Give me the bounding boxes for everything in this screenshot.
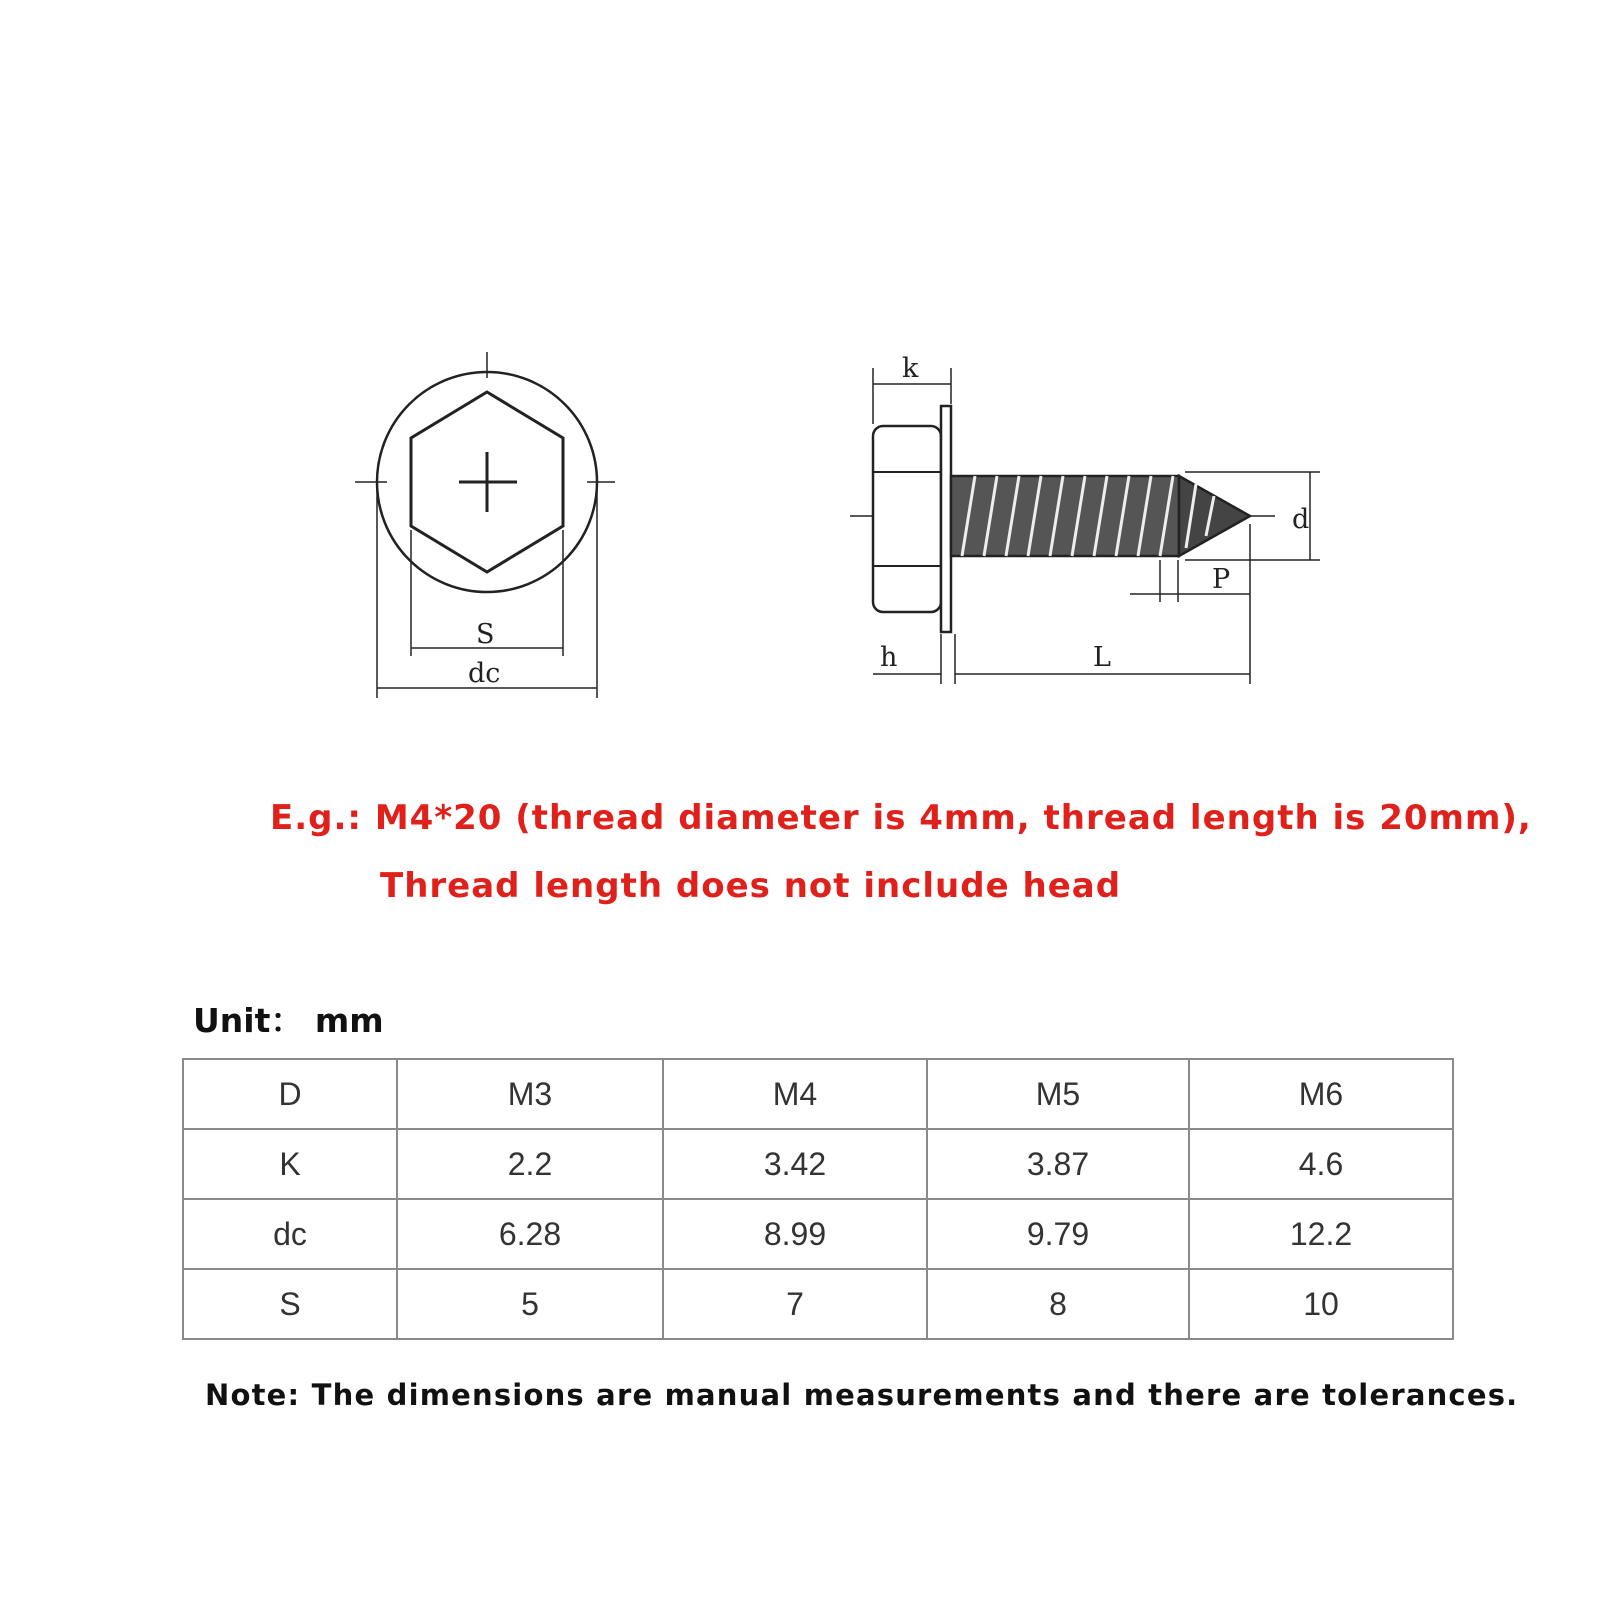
dim-label-dc: dc [468,658,501,689]
side-view [850,368,1320,684]
table-cell: 5 [397,1269,663,1339]
table-cell: 8 [927,1269,1189,1339]
table-row [183,1269,1453,1339]
dim-label-k: k [902,353,919,384]
table-cell: K [183,1129,397,1199]
table-cell: M4 [663,1059,927,1129]
table-cell: M6 [1189,1059,1453,1129]
table-cell: 6.28 [397,1199,663,1269]
table-row [183,1129,1453,1199]
dim-label-h: h [880,642,898,673]
table-cell: D [183,1059,397,1129]
table-row [183,1059,1453,1129]
flange-side [941,406,951,632]
dim-label-d: d [1292,504,1310,535]
table-cell: S [183,1269,397,1339]
screw-dimension-diagram [0,0,1601,760]
dim-label-l: L [1093,642,1111,673]
table-cell: 7 [663,1269,927,1339]
table-cell: M5 [927,1059,1189,1129]
table-cell: 9.79 [927,1199,1189,1269]
table-cell: 4.6 [1189,1129,1453,1199]
table-cell: 3.42 [663,1129,927,1199]
table-cell: 2.2 [397,1129,663,1199]
unit-label: Unit： mm [193,1001,384,1040]
dimension-table [182,1058,1454,1340]
table-cell: 12.2 [1189,1199,1453,1269]
table-cell: M3 [397,1059,663,1129]
table-cell: dc [183,1199,397,1269]
dim-label-s: S [476,619,495,650]
table-cell: 10 [1189,1269,1453,1339]
example-note-line-2: Thread length does not include head [380,866,1122,906]
dim-label-p: P [1212,564,1231,595]
tolerance-footnote: Note: The dimensions are manual measurements and there are tolerances. [205,1378,1519,1412]
example-note-line-1: E.g.: M4*20 (thread diameter is 4mm, thread length is 20mm), [270,798,1532,838]
table-cell: 3.87 [927,1129,1189,1199]
hex-head-side [873,426,941,612]
table-row [183,1199,1453,1269]
table-cell: 8.99 [663,1199,927,1269]
